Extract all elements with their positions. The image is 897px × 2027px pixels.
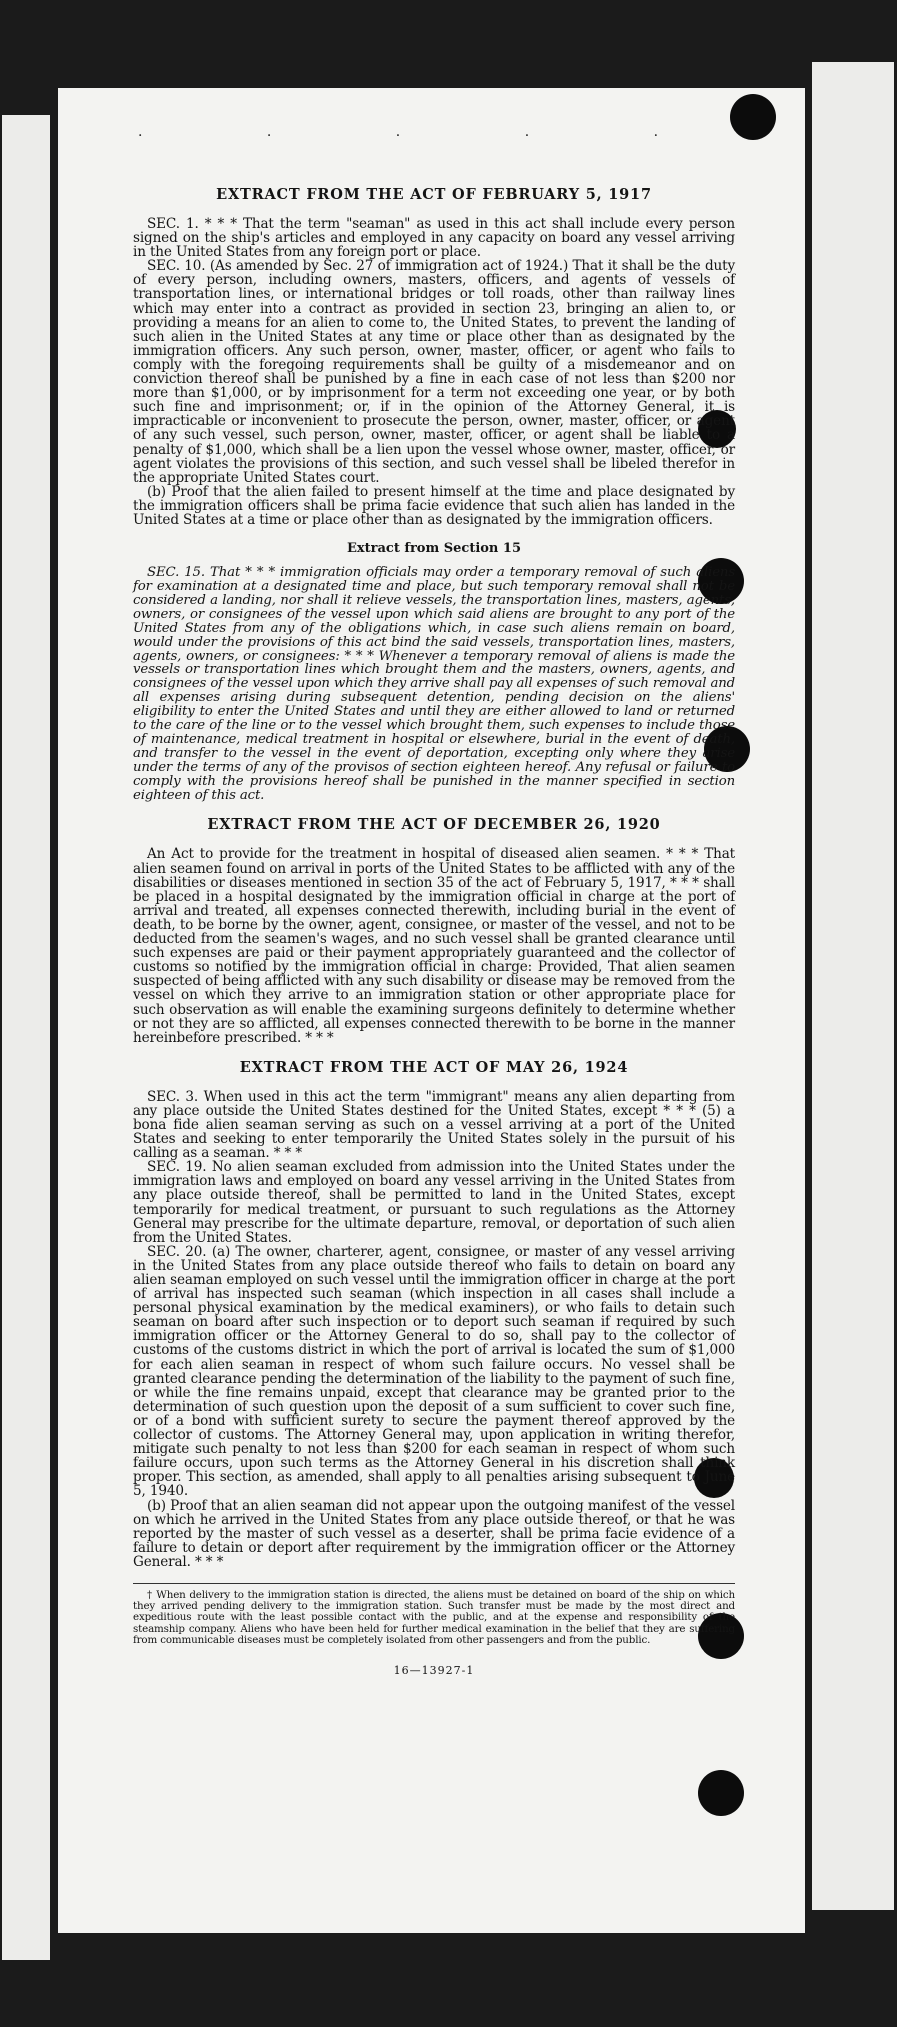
punch-hole (698, 1770, 744, 1816)
page-number: 16—13927-1 (393, 1663, 475, 1677)
paragraph: SEC. 10. (As amended by Sec. 27 of immigration act of 1924.) That it shall be the duty of every person, including owners, masters, officers, and agents of vessels of transportation lines, or international bridges or toll roads, other than railway lines which may enter into a contract as provided in section 23, bringing an alien to, or providing a means for an alien to come to, the United States, to prevent the landing of such alien in the United States at any time or place other than as designated by the immigration officers. Any such person, owner, master, officer, or agent who fails to comply with the foregoing requirements shall be guilty of a misdemeanor and on conviction thereof shall be punished by a fine in each case of not less than $200 nor more than $1,000, or by imprisonment for a term not exceeding one year, or by both such fine and imprisonment; or, if in the opinion of the Attorney General, it is impracticable or inconvenient to prosecute the person, owner, master, officer, or agent of any such vessel, such person, owner, master, officer, or agent shall be liable to a penalty of $1,000, which shall be a lien upon the vessel whose owner, master, officer, or agent violates the provisions of this section, and such vessel shall be libeled therefor in the appropriate United States court. (133, 258, 735, 486)
paragraph: SEC. 20. (a) The owner, charterer, agent, consignee, or master of any vessel arriving in the United States from any place outside thereof who fails to detain on board any alien seaman employed on such vessel until the immigration officer in charge at the port of arrival has inspected such seaman (which inspection in all cases shall include a personal physical examination by the medical examiners), or who fails to detain such seaman on board after such inspection or to deport such seaman if required by such immigration officer or the Attorney General to do so, shall pay to the collector of customs of the customs district in which the port of arrival is located the sum of $1,000 for each alien seaman in respect of whom such failure occurs. No vessel shall be granted clearance pending the determination of the liability to the payment of such fine, or while the fine remains unpaid, except that clearance may be granted prior to the determination of such question upon the deposit of a sum sufficient to cover such fine, or of a bond with sufficient surety to secure the payment thereof approved by the collector of customs. The Attorney General may, upon application in writing therefor, mitigate such penalty to not less than $200 for each seaman in respect of whom such failure occurs, upon such terms as the Attorney General in his discretion shall think proper. This section, as amended, shall apply to all penalties arising subsequent to June 5, 1940. (133, 1243, 735, 1500)
left-paper-edge (2, 115, 50, 1960)
right-paper-edge (812, 62, 894, 1910)
section-feb-1917 (133, 186, 735, 527)
section-15-extract (133, 541, 735, 802)
document-body (133, 186, 735, 1677)
footnote (133, 1583, 735, 1646)
section-heading: EXTRACT FROM THE ACT OF DECEMBER 26, 1920 (207, 816, 661, 834)
document-page (58, 88, 805, 1933)
paragraph: SEC. 15. That * * * immigration officials may order a temporary removal of such aliens for examination at a designated time and place, but such temporary removal shall not be considered a landing, nor shall it relieve vessels, the transportation lines, masters, agents, owners, or consignees of the vessel upon which said aliens are brought to any port of the United States from any of the obligations which, in case such aliens remain on board, would under the provisions of this act bind the said vessels, transportation lines, masters, agents, owners, or consignees: * * * Whenever a temporary removal of aliens is made the vessels or transportation lines which brought them and the masters, owners, agents, and consignees of the vessel upon which they arrive shall pay all expenses of such removal and all expenses arising during subsequent detention, pending decision on the aliens' eligibility to enter the United States and until they are either allowed to land or returned to the care of the line or to the vessel which brought them, such expenses to include those of maintenance, medical treatment in hospital or elsewhere, burial in the event of death, and transfer to the vessel in the event of deportation, excepting only where they arise under the terms of any of the provisos of section eighteen hereof. Any refusal or failure to comply with the provisions hereof shall be punished in the manner specified in section eighteen of this act. (133, 565, 735, 803)
section-heading: EXTRACT FROM THE ACT OF MAY 26, 1924 (239, 1058, 629, 1076)
punch-hole (730, 94, 776, 140)
paragraph: SEC. 1. * * * That the term "seaman" as used in this act shall include every person signed on the ship's articles and employed in any capacity on board any vessel arriving in the United States from any foreign port or place. (133, 216, 735, 261)
section-dec-1920 (133, 816, 735, 1044)
section-subheading: Extract from Section 15 (346, 541, 522, 557)
paragraph: (b) Proof that the alien failed to present himself at the time and place designated by the immigration officers shall be prima facie evidence that such alien has landed in the United States at a time or place other than as designated by the immigration officers. (133, 483, 735, 528)
footnote-text: † When delivery to the immigration station is directed, the aliens must be detained on board of the ship on which they arrived pending delivery to the immigration station. Such transfer must be made by the most direct and expeditious route with the least possible contact with the public, and at the expense and responsibility of the steamship company. Aliens who have been held for further medical examination in the belief that they are suffering from communicable diseases must be completely isolated from other passengers and from the public. (133, 1588, 735, 1646)
paragraph: An Act to provide for the treatment in hospital of diseased alien seamen. * * * That alien seamen found on arrival in ports of the United States to be afflicted with any of the disabilities or diseases mentioned in section 35 of the act of February 5, 1917, * * * shall be placed in a hospital designated by the immigration official in charge at the port of arrival and treated, all expenses connected therewith, including burial in the event of death, to be borne by the owner, agent, consignee, or master of the vessel, and not to be deducted from the seamen's wages, and no such vessel shall be granted clearance until such expenses are paid or their payment appropriately guaranteed and the collector of customs so notified by the immigration official in charge: Provided, That alien seamen suspected of being afflicted with any such disability or disease may be removed from the vessel on which they arrive to an immigration station or other appropriate place for such observation as will enable the examining surgeons definitely to determine whether or not they are so afflicted, all expenses connected therewith to be borne in the manner hereinbefore prescribed. * * * (133, 846, 735, 1046)
paragraph: (b) Proof that an alien seaman did not appear upon the outgoing manifest of the vessel on which he arrived in the United States from any place outside thereof, or that he was reported by the master of such vessel as a deserter, shall be prima facie evidence of a failure to detain or deport after requirement by the immigration officer or the Attorney General. * * * (133, 1497, 735, 1570)
paragraph: SEC. 3. When used in this act the term "immigrant" means any alien departing from any place outside the United States destined for the United States, except * * * (5) a bona fide alien seaman serving as such on a vessel arriving at a port of the United States and seeking to enter temporarily the United States solely in the pursuit of his calling as a seaman. * * * (133, 1088, 735, 1162)
scan-specks: · · · · · (138, 128, 719, 144)
paragraph: SEC. 19. No alien seaman excluded from admission into the United States under the immigration laws and employed on board any vessel arriving in the United States from any place outside thereof, shall be permitted to land in the United States, except temporarily for medical treatment, or pursuant to such regulations as the Attorney General may prescribe for the ultimate departure, removal, or deportation of such alien from the United States. (133, 1159, 735, 1246)
section-heading: EXTRACT FROM THE ACT OF FEBRUARY 5, 1917 (216, 186, 652, 203)
section-may-1924 (133, 1059, 735, 1569)
